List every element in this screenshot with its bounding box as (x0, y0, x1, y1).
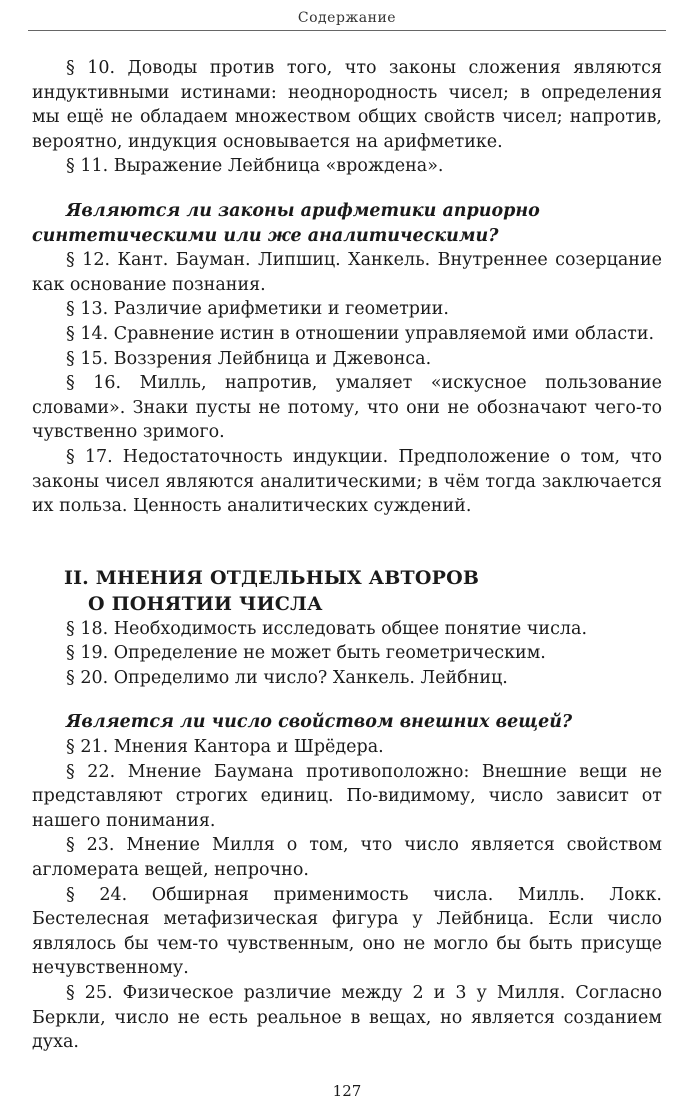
toc-entry-20: § 20. Определимо ли число? Ханкель. Лейбниц. (66, 667, 508, 688)
chapter-heading (32, 565, 662, 617)
spacer (32, 690, 662, 710)
section-heading-apriori (32, 199, 662, 248)
toc-entry-13: § 13. Различие арифметики и геометрии. (66, 299, 449, 320)
toc-entry-16: § 16. Милль, напротив, умаляет «искусное пользование словами». Знаки пусты не потому, что они не обозначают чего-то чувственно зримого. (32, 373, 662, 443)
spacer (32, 179, 662, 199)
table-of-contents-text (32, 56, 662, 1055)
toc-entry-17: § 17. Недостаточность индукции. Предположение о том, что законы чисел являются аналитическими; в чём тогда заключается их польза. Ценность аналитических суждений. (32, 446, 662, 517)
chapter-title-line1: II. МНЕНИЯ ОТДЕЛЬНЫХ АВТОРОВ (64, 566, 480, 589)
toc-entry-21: § 21. Мнения Кантора и Шрёдера. (66, 737, 384, 758)
spacer (32, 519, 662, 565)
toc-entry-19: § 19. Определение не может быть геометрическим. (66, 643, 546, 664)
running-head: Содержание (28, 10, 666, 31)
section-heading-external: Является ли число свойством внешних вещей? (66, 712, 573, 733)
section-heading-line1: Являются ли законы арифметики априорно (66, 200, 540, 221)
section-heading-line2: синтетическими или же аналитическими? (32, 225, 499, 246)
toc-entry-24: § 24. Обширная применимость числа. Милль. Локк. Бестелесная метафизическая фигура у Лейбница. Если число являлось бы чем-то чувственным, оно не могло бы быть присуще нечувственному. (32, 884, 662, 979)
toc-entry-15: § 15. Воззрения Лейбница и Джевонса. (66, 348, 432, 369)
page-number: 127 (332, 1082, 362, 1100)
chapter-title-line2: О ПОНЯТИИ ЧИСЛА (88, 592, 323, 615)
toc-entry-12: § 12. Кант. Бауман. Липшиц. Ханкель. Внутреннее созерцание как основание познания. (32, 250, 662, 295)
toc-entry-23: § 23. Мнение Милля о том, что число является свойством агломерата вещей, непрочно. (32, 835, 662, 881)
toc-entry-14: § 14. Сравнение истин в отношении управляемой ими области. (66, 323, 655, 344)
toc-entry-10: § 10. Доводы против того, что законы сложения являются индуктивными истинами: неоднородность чисел; в определения мы ещё не обладаем множеством общих свойств чисел; напротив, вероятно, индукция основывается на арифметике. (32, 58, 662, 152)
toc-entry-22: § 22. Мнение Баумана противоположно: Внешние вещи не представляют строгих единиц. По-видимому, число зависит от нашего понимания. (32, 761, 662, 831)
toc-entry-18: § 18. Необходимость исследовать общее понятие числа. (66, 618, 588, 639)
toc-entry-25: § 25. Физическое различие между 2 и 3 у Милля. Согласно Беркли, число не есть реальное в вещах, но является созданием духа. (32, 983, 662, 1053)
toc-entry-11: § 11. Выражение Лейбница «врождена». (66, 156, 444, 177)
